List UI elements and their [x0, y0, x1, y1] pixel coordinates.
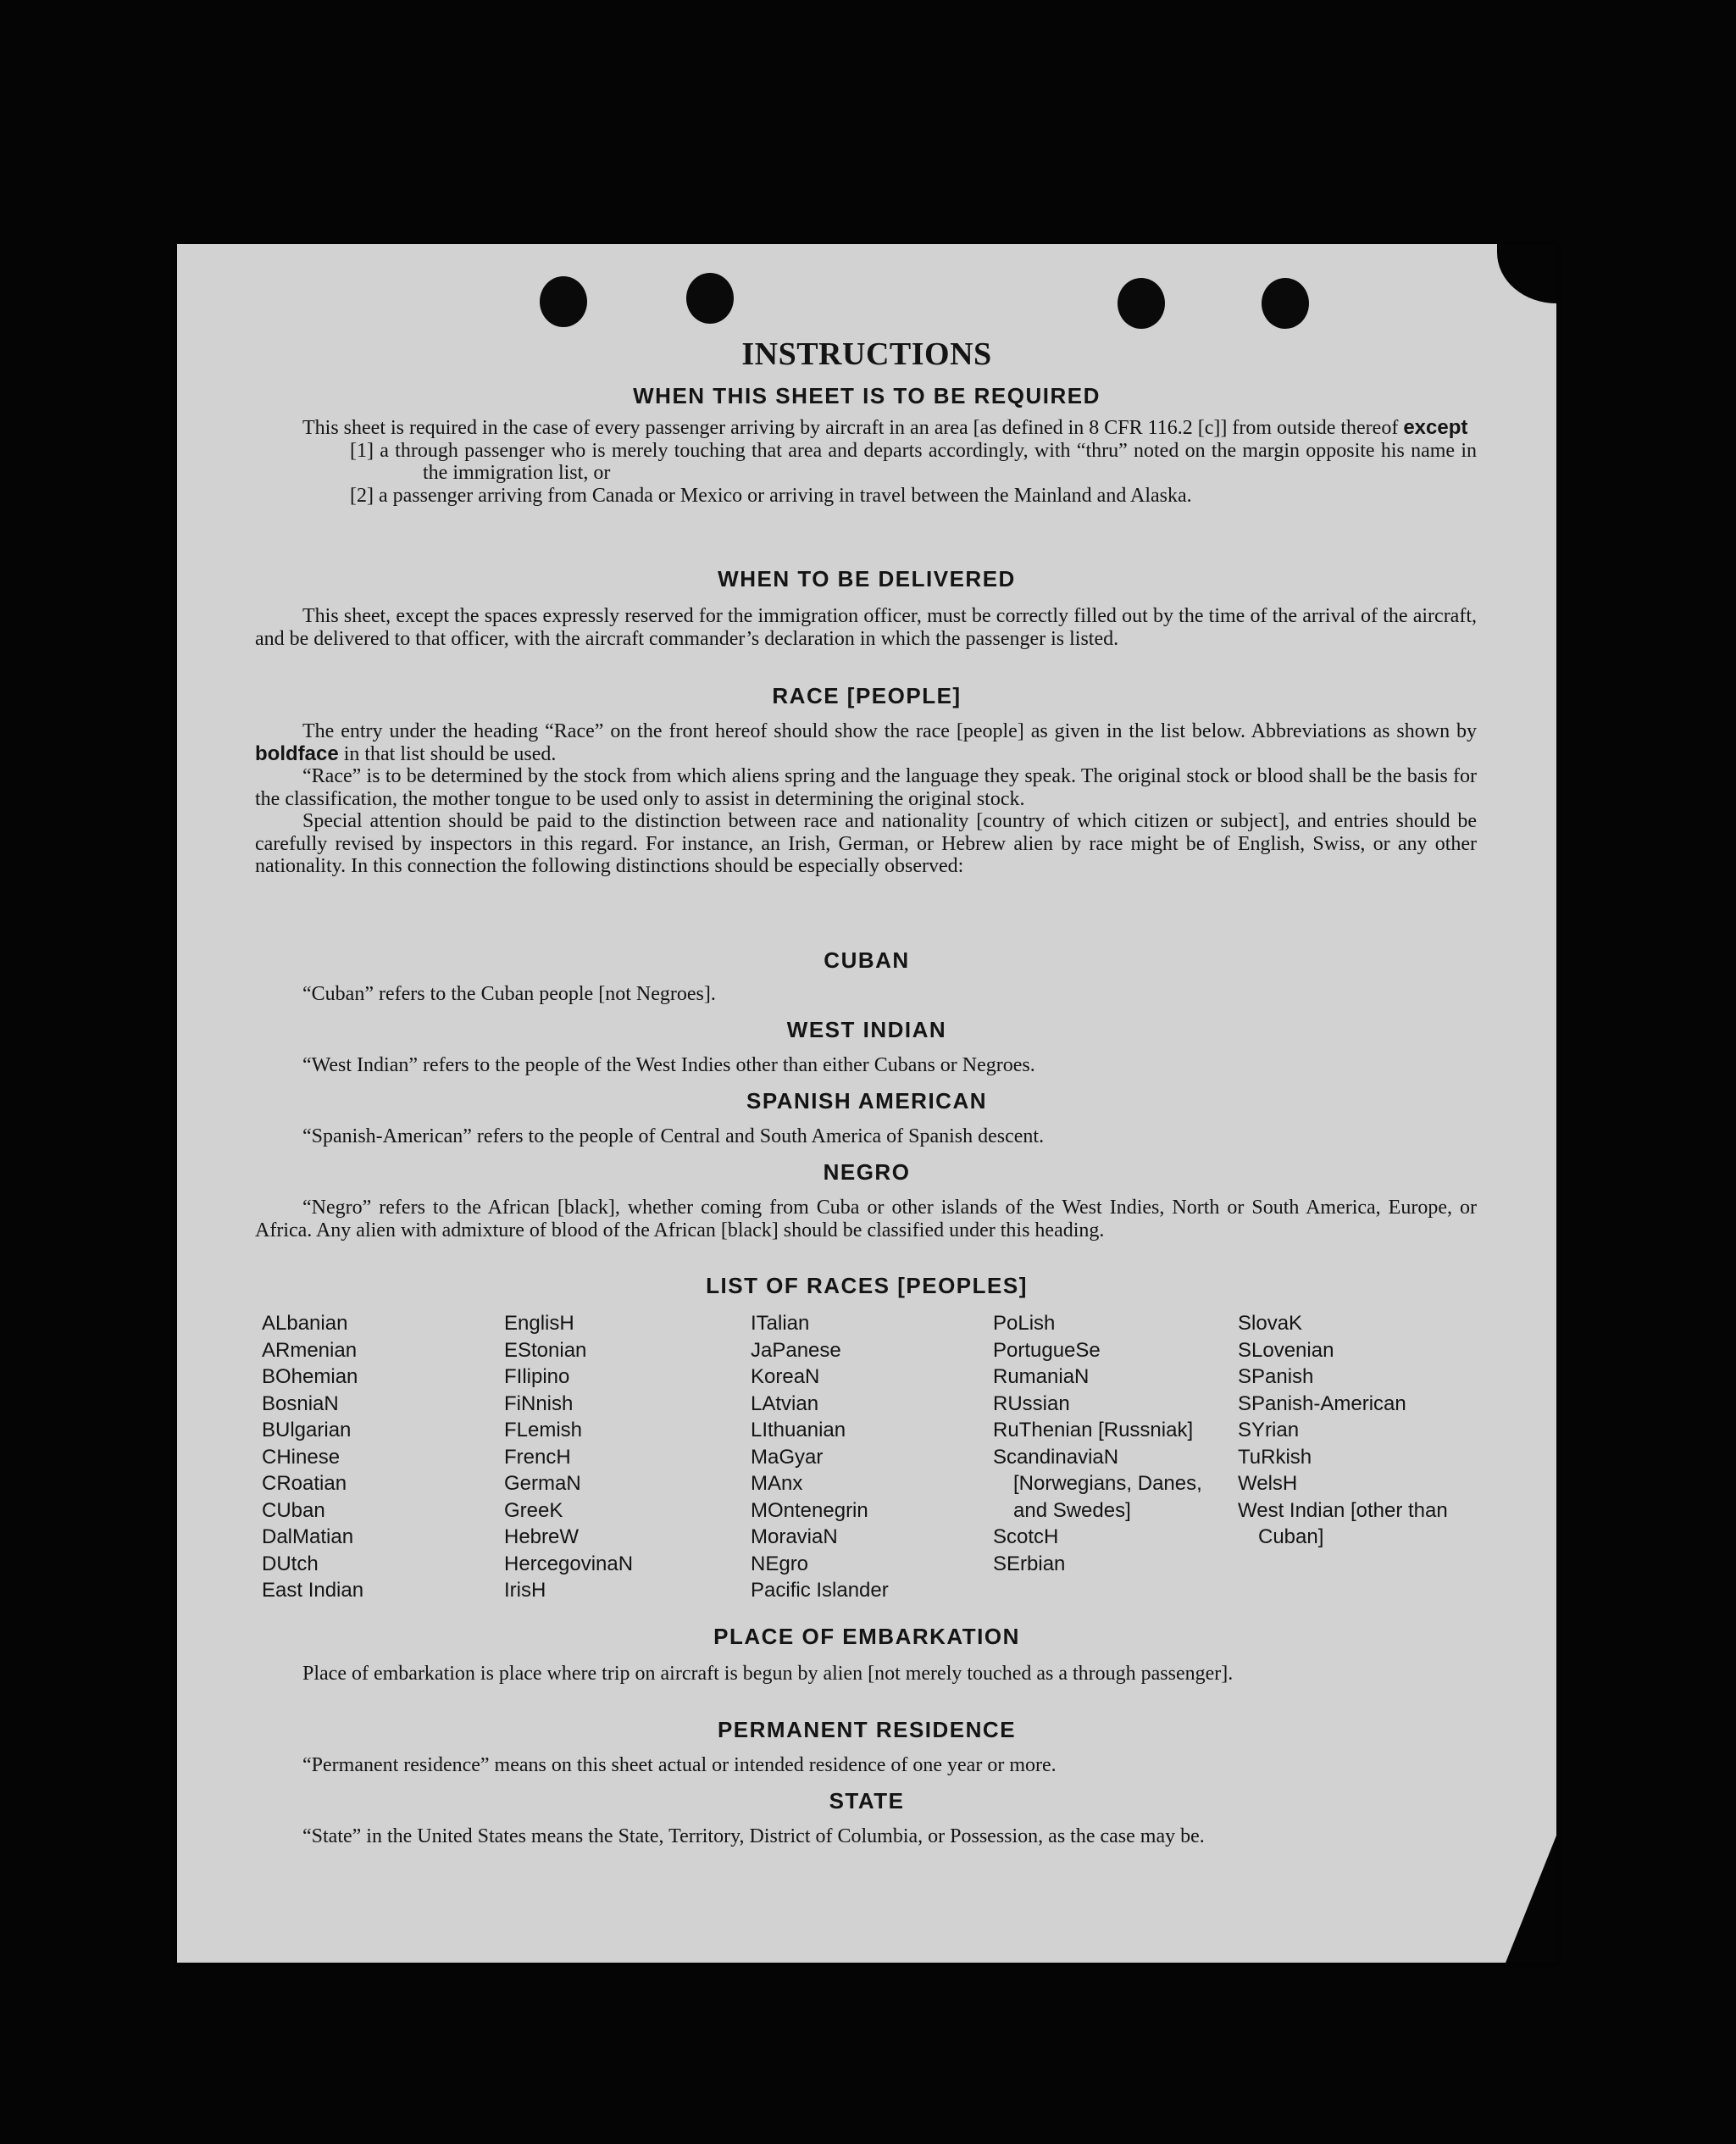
- race-entry: CHinese: [262, 1445, 341, 1469]
- race-entry: HebreW: [504, 1525, 580, 1548]
- spanish-american-text: [255, 1125, 1477, 1148]
- race-entry: Pacific Islander: [751, 1579, 889, 1602]
- heading-state: STATE: [829, 1788, 905, 1814]
- required-intro: This sheet is required in the case of every passenger arriving by aircraft in an area [as defined in 8 CFR 116.2 [c]] from outside thereof: [302, 417, 1399, 439]
- punch-hole: [540, 276, 587, 327]
- race-entry: East Indian: [262, 1579, 364, 1602]
- race-entry: BUlgarian: [262, 1419, 352, 1441]
- heading-when-required: WHEN THIS SHEET IS TO BE REQUIRED: [633, 383, 1101, 408]
- race-p2: “Race” is to be determined by the stock from which aliens spring and the language they speak. The original stock or blood shall be the basis for the classification, the mother tongue to be used only to assist in determining the original stock.: [255, 765, 1477, 810]
- punch-hole: [1262, 278, 1309, 329]
- race-entry: West Indian [other than Cuban]: [1238, 1498, 1448, 1548]
- race-entry: WelsH: [1238, 1472, 1298, 1495]
- race-entry: FLemish: [504, 1419, 583, 1441]
- race-entry: SLovenian: [1238, 1338, 1334, 1362]
- race-entry: FrencH: [504, 1445, 571, 1469]
- races-column: [993, 1310, 1239, 1577]
- race-entry: BOhemian: [262, 1365, 358, 1388]
- race-entry: SPanish: [1238, 1365, 1314, 1388]
- heading-permanent-residence: PERMANENT RESIDENCE: [717, 1717, 1017, 1742]
- race-entry: GreeK: [504, 1498, 563, 1522]
- race-entry: HercegovinaN: [504, 1552, 634, 1575]
- race-p1a: The entry under the heading “Race” on the front hereof should show the race [people] as given in the list below. Abbreviations as shown by: [302, 720, 1477, 742]
- race-entry: RUssian: [993, 1391, 1070, 1415]
- race-entry: MAnx: [751, 1472, 803, 1495]
- race-entry: PoLish: [993, 1312, 1056, 1335]
- race-entry: RumaniaN: [993, 1365, 1090, 1388]
- state-paragraph: “State” in the United States means the State, Territory, District of Columbia, or Possession, as the case may be.: [302, 1825, 1205, 1847]
- state-text: [255, 1825, 1477, 1848]
- cuban-paragraph: “Cuban” refers to the Cuban people [not Negroes].: [302, 983, 716, 1005]
- required-item-2: [2] a passenger arriving from Canada or Mexico or arriving in travel between the Mainland and Alaska.: [350, 484, 1192, 507]
- race-p3: Special attention should be paid to the distinction between race and nationality [country of which citizen or subject], and entries should be carefully revised by inspectors in this regard. For instance, an Irish, German, or Hebrew alien by race might be of English, Swiss, or any other nationality. In this connection the following distinctions should be especially observed:: [255, 810, 1477, 877]
- races-list: [262, 1310, 1482, 1602]
- heading-negro: NEGRO: [823, 1159, 911, 1185]
- race-entry: SPanish-American: [1238, 1391, 1406, 1415]
- races-column: [504, 1310, 750, 1604]
- delivered-paragraph: This sheet, except the spaces expressly reserved for the immigration officer, must be correctly filled out by the time of the arrival of the aircraft, and be delivered to that officer, with the aircraft commander’s declaration in which the passenger is listed.: [255, 605, 1477, 650]
- torn-corner: [1497, 244, 1556, 303]
- races-column: [1238, 1310, 1484, 1551]
- race-entry: FiNnish: [504, 1391, 574, 1415]
- embarkation-text: [255, 1663, 1477, 1686]
- cuban-text: [255, 983, 1477, 1006]
- negro-paragraph: “Negro” refers to the African [black], whether coming from Cuba or other islands of the West Indies, North or South America, Europe, or Africa. Any alien with admixture of blood of the African [black] should be classified under this heading.: [255, 1197, 1477, 1241]
- race-entry: EnglisH: [504, 1312, 574, 1335]
- race-entry: RuThenian [Russniak]: [993, 1419, 1194, 1441]
- race-entry: SlovaK: [1238, 1312, 1303, 1335]
- residence-paragraph: “Permanent residence” means on this sheet actual or intended residence of one year or more.: [302, 1754, 1057, 1776]
- race-entry: JaPanese: [751, 1338, 841, 1362]
- race-entry: LIthuanian: [751, 1419, 846, 1441]
- race-entry: ScandinaviaN [Norwegians, Danes, and Swedes]: [993, 1445, 1202, 1522]
- race-entry: MOntenegrin: [751, 1498, 868, 1522]
- heading-when-delivered: WHEN TO BE DELIVERED: [718, 566, 1016, 592]
- race-p1c: in that list should be used.: [343, 742, 557, 765]
- residence-text: [255, 1754, 1477, 1777]
- race-entry: EStonian: [504, 1338, 587, 1362]
- race-entry: KoreaN: [751, 1365, 820, 1388]
- west-indian-text: [255, 1054, 1477, 1077]
- race-entry: MoraviaN: [751, 1525, 838, 1548]
- race-entry: BosniaN: [262, 1391, 339, 1415]
- race-entry: FIlipino: [504, 1365, 570, 1388]
- west-indian-paragraph: “West Indian” refers to the people of the West Indies other than either Cubans or Negroes.: [302, 1054, 1035, 1076]
- required-item-1: [1] a through passenger who is merely touching that area and departs accordingly, with “thru” noted on the margin opposite his name in the immigration list, or: [350, 439, 1477, 484]
- race-entry: PortugueSe: [993, 1338, 1101, 1362]
- race-entry: MaGyar: [751, 1445, 824, 1469]
- race-entry: GermaN: [504, 1472, 581, 1495]
- race-entry: ScotcH: [993, 1525, 1059, 1548]
- delivered-text: [255, 605, 1477, 650]
- punch-hole: [686, 273, 734, 324]
- instruction-sheet: [177, 244, 1556, 1963]
- heading-cuban: CUBAN: [824, 947, 910, 973]
- page-title: INSTRUCTIONS: [741, 336, 992, 372]
- race-entry: SYrian: [1238, 1419, 1300, 1441]
- race-entry: ARmenian: [262, 1338, 358, 1362]
- heading-list-of-races: LIST OF RACES [PEOPLES]: [706, 1273, 1028, 1298]
- negro-text: [255, 1197, 1477, 1241]
- race-text: [255, 720, 1477, 878]
- race-entry: LAtvian: [751, 1391, 819, 1415]
- punch-hole: [1118, 278, 1165, 329]
- heading-embarkation: PLACE OF EMBARKATION: [713, 1624, 1020, 1649]
- race-boldface: boldface: [255, 742, 339, 765]
- race-entry: IrisH: [504, 1579, 546, 1602]
- race-entry: SErbian: [993, 1552, 1066, 1575]
- race-entry: TuRkish: [1238, 1445, 1312, 1469]
- embarkation-paragraph: Place of embarkation is place where trip on aircraft is begun by alien [not merely touched as a through passenger].: [302, 1663, 1234, 1685]
- heading-spanish-american: SPANISH AMERICAN: [746, 1088, 987, 1114]
- spanish-american-paragraph: “Spanish-American” refers to the people of Central and South America of Spanish descent.: [302, 1125, 1045, 1147]
- race-entry: CRoatian: [262, 1472, 347, 1495]
- race-entry: CUban: [262, 1498, 325, 1522]
- race-entry: ITalian: [751, 1312, 810, 1335]
- required-except: except: [1403, 416, 1468, 439]
- race-entry: ALbanian: [262, 1312, 348, 1335]
- race-entry: DalMatian: [262, 1525, 354, 1548]
- race-entry: NEgro: [751, 1552, 809, 1575]
- heading-west-indian: WEST INDIAN: [786, 1017, 947, 1042]
- races-column: [262, 1310, 507, 1604]
- required-text: [255, 417, 1477, 507]
- races-column: [751, 1310, 996, 1604]
- heading-race: RACE [PEOPLE]: [772, 683, 962, 708]
- race-entry: DUtch: [262, 1552, 319, 1575]
